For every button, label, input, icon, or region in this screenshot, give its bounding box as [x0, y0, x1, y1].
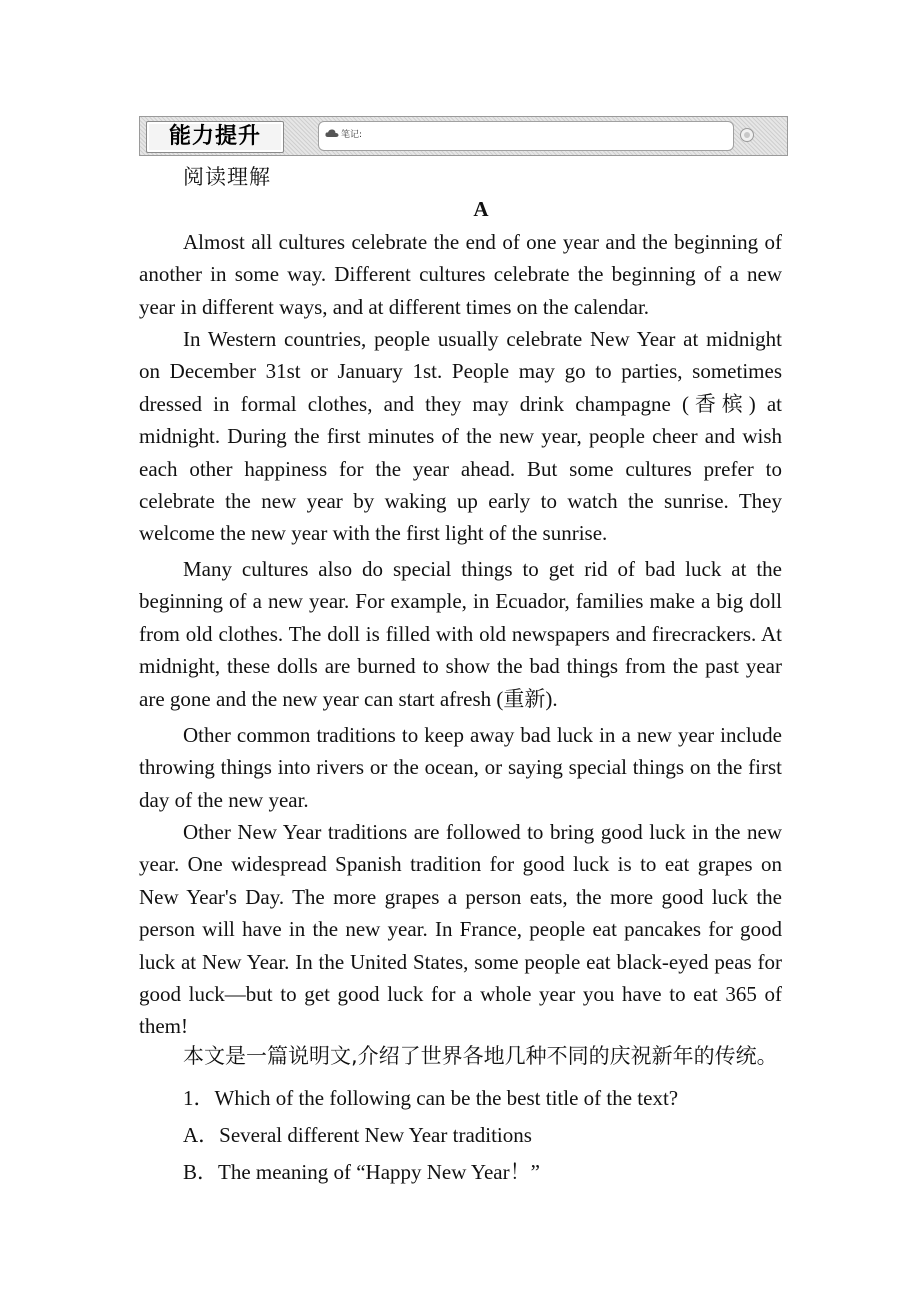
option-a[interactable]: A．Several different New Year traditions	[183, 1123, 532, 1147]
notes-label: 笔记:	[341, 130, 363, 140]
pin-icon[interactable]	[740, 128, 754, 142]
option-b[interactable]: B．The meaning of “Happy New Year！”	[183, 1160, 540, 1184]
section-title: 能力提升	[146, 121, 284, 153]
notes-field[interactable]	[318, 121, 734, 151]
question-stem: 1．Which of the following can be the best title of the text?	[183, 1086, 679, 1110]
paragraph-3: Many cultures also do special things to get rid of bad luck at the beginning of a new year. For example, in Ecuador, families make a big doll from old clothes. The doll is filled with old newspapers and firecrackers. At midnight, these dolls are burned to show the bad things from the past year are gone and the new year can start afresh (重新).	[139, 557, 782, 711]
paragraph-2: In Western countries, people usually celebrate New Year at midnight on December 31st or January 1st. People may go to parties, sometimes dressed in formal clothes, and they may drink champagne (香槟) at midnight. During the first minutes of the new year, people cheer and wish each other happiness for the year ahead. But some cultures prefer to celebrate the new year by waking up early to watch the sunrise. They welcome the new year with the first light of the sunrise.	[139, 327, 782, 546]
paragraph-4: Other common traditions to keep away bad luck in a new year include throwing things into rivers or the ocean, or saying special things on the first day of the new year.	[139, 723, 782, 812]
paragraph-1: Almost all cultures celebrate the end of one year and the beginning of another in some way. Different cultures celebrate the beginning of a new year in different ways, and at different times on the calendar.	[139, 230, 782, 319]
passage-summary: 本文是一篇说明文,介绍了世界各地几种不同的庆祝新年的传统。	[183, 1044, 778, 1068]
cloud-icon	[325, 128, 339, 138]
section-banner	[139, 116, 788, 156]
section-heading: 阅读理解	[183, 165, 271, 189]
passage-letter: A	[473, 197, 489, 221]
paragraph-5: Other New Year traditions are followed to bring good luck in the new year. One widespread Spanish tradition for good luck is to eat grapes on New Year's Day. The more grapes a person eats, the more good luck the person will have in the new year. In France, people eat pancakes for good luck at New Year. In the United States, some people eat black-eyed peas for good luck—but to get good luck for a whole year you have to eat 365 of them!	[139, 820, 782, 1039]
